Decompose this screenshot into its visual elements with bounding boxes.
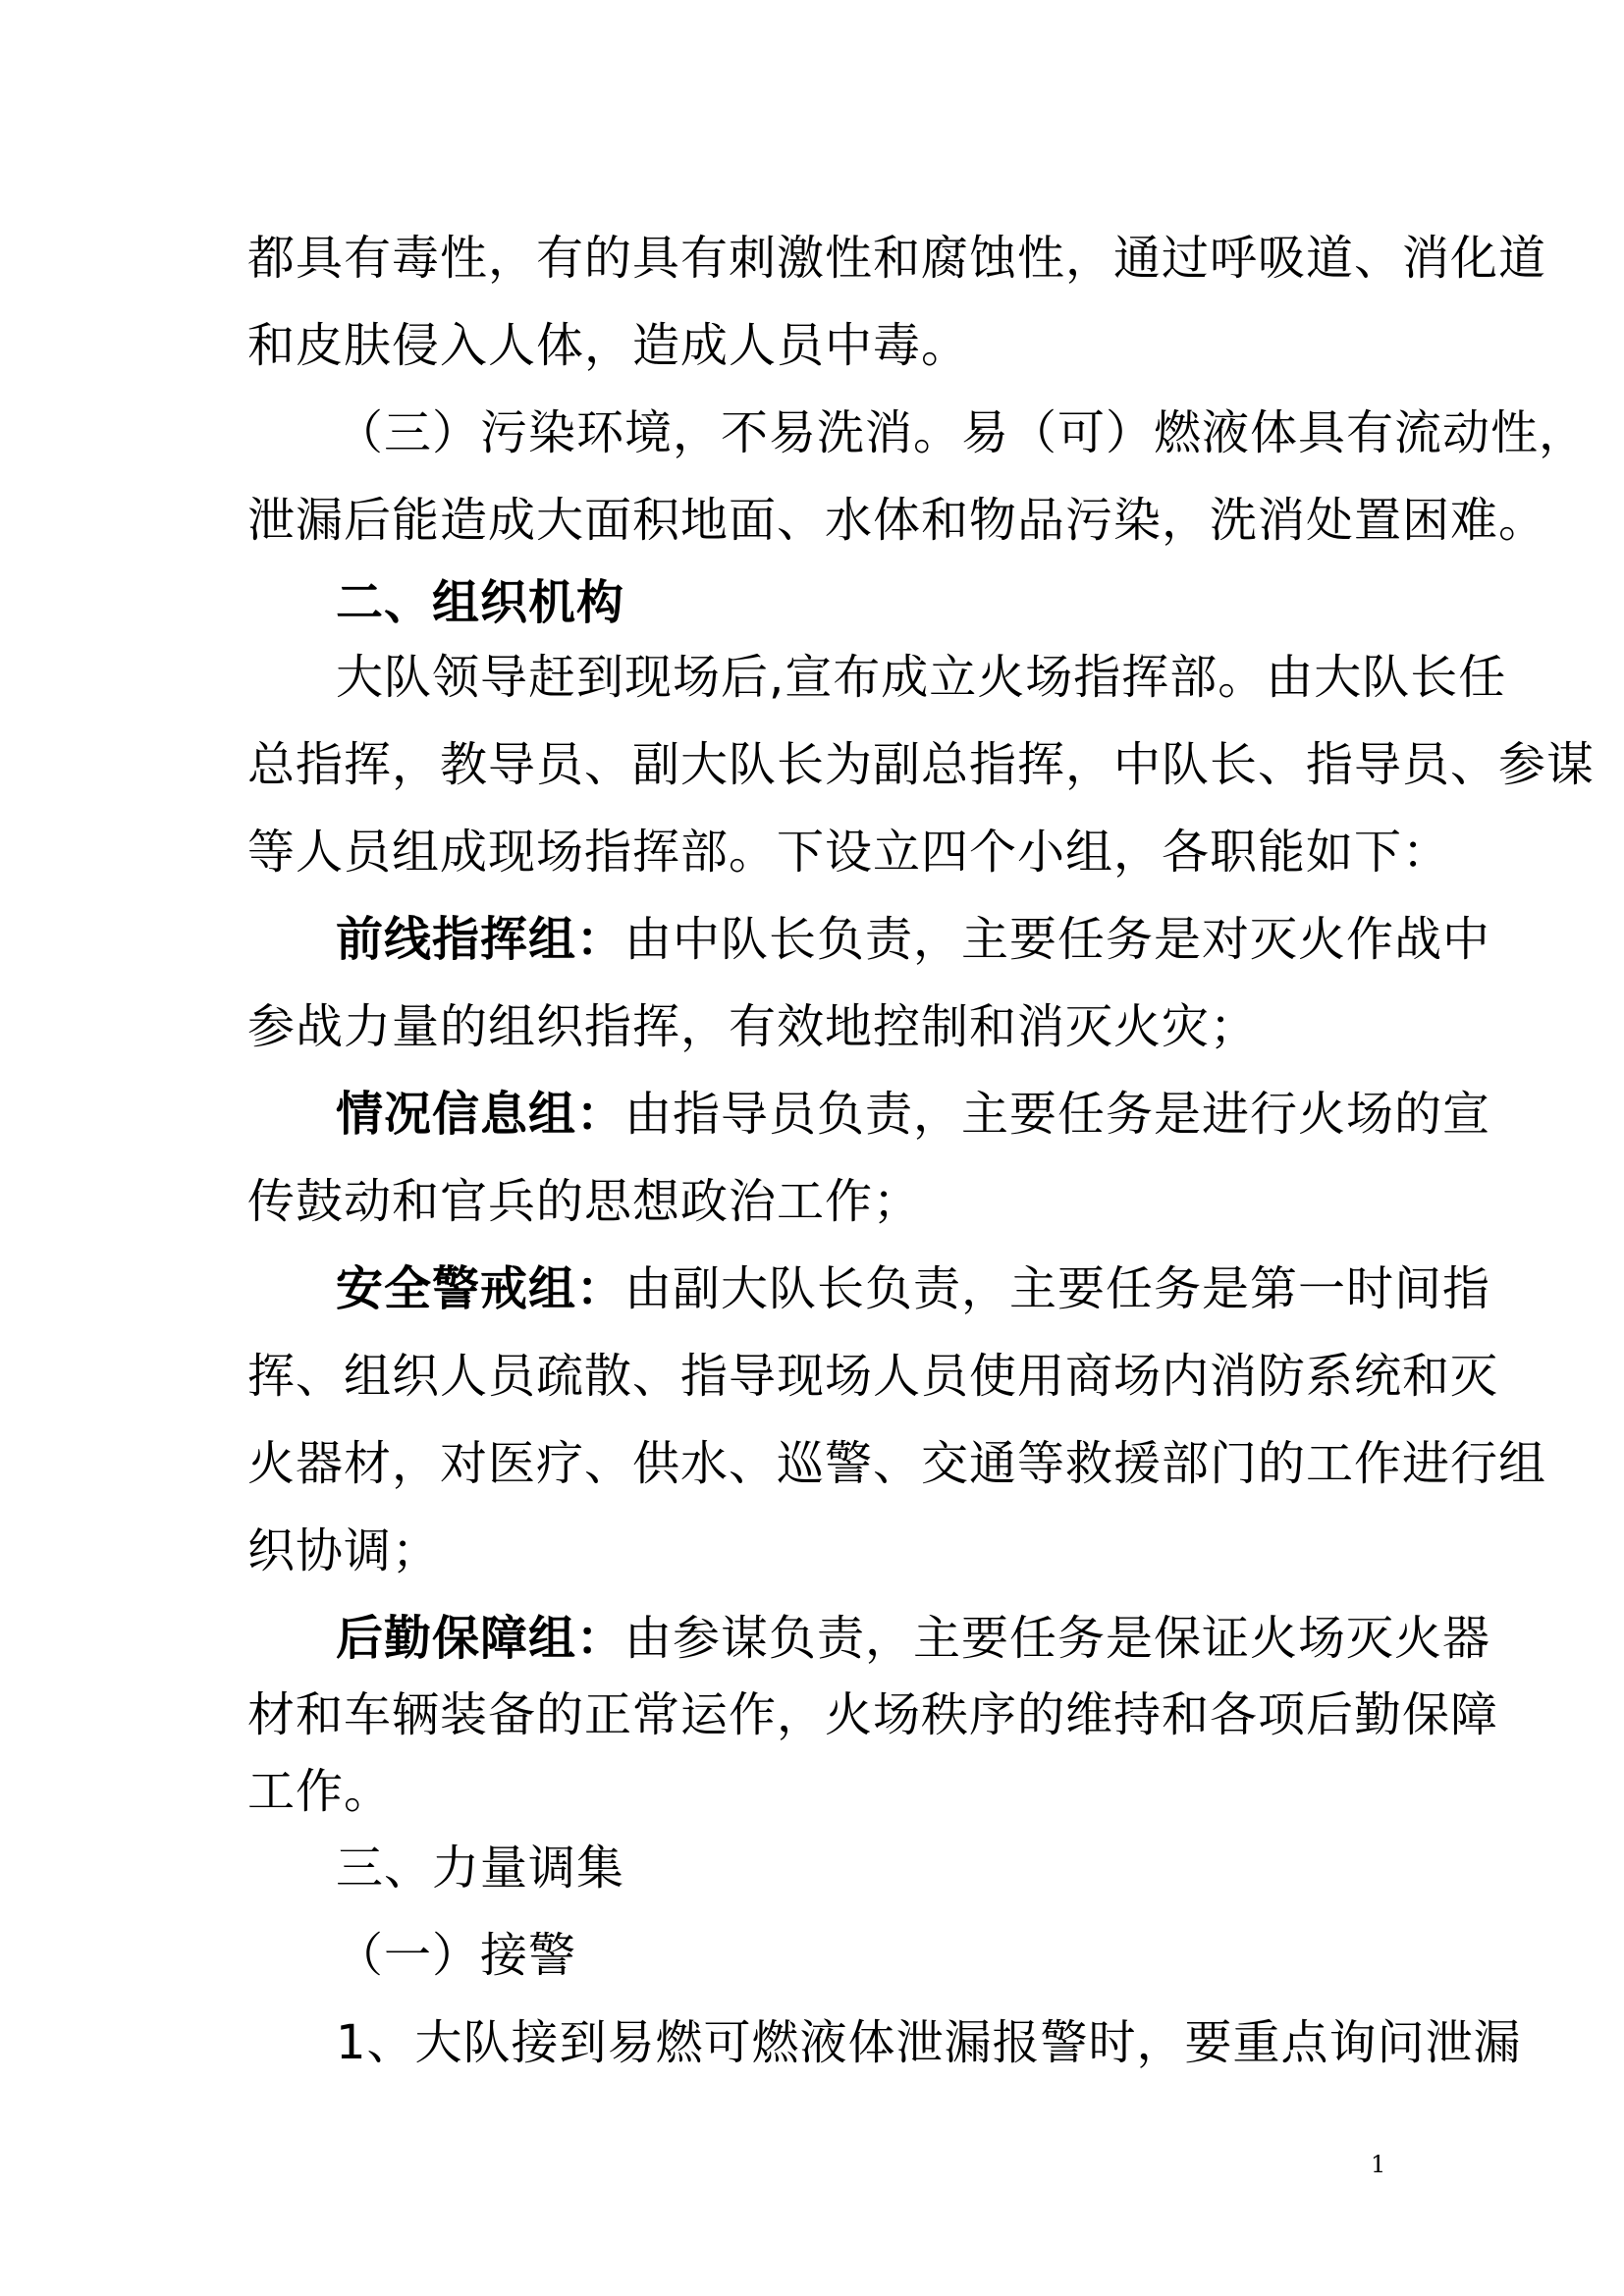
paragraph-line: 材和车辆装备的正常运作，火场秩序的维持和各项后勤保障 [247,1687,1499,1742]
group-info [336,1085,1490,1144]
paragraph-line: 参战力量的组织指挥，有效地控制和消灭火灾； [247,999,1259,1054]
group-safety [336,1259,1490,1318]
paragraph-line: 织协调； [247,1523,441,1578]
heading-organization: 二、组织机构 [336,575,625,630]
group-desc-front: 由中队长负责，主要任务是对灭火作战中 [624,912,1491,967]
paragraph-line: 火器材，对医疗、供水、巡警、交通等救援部门的工作进行组 [247,1436,1547,1491]
group-desc-logistics: 由参谋负责，主要任务是保证火场灭火器 [624,1611,1491,1666]
subheading-receive-alarm: （一）接警 [336,1928,577,1983]
group-desc-safety: 由副大队长负责，主要任务是第一时间指 [624,1261,1491,1316]
group-title-logistics: 后勤保障组： [336,1611,625,1666]
paragraph-line: 大队领导赶到现场后,宣布成立火场指挥部。由大队长任 [336,650,1507,705]
paragraph-line: 挥、组织人员疏散、指导现场人员使用商场内消防系统和灭 [247,1349,1499,1404]
page-number: 1 [1371,2151,1386,2178]
paragraph-line: 工作。 [247,1764,393,1819]
heading-force-dispatch: 三、力量调集 [336,1841,625,1896]
paragraph-line: 泄漏后能造成大面积地面、水体和物品污染，洗消处置困难。 [247,493,1547,548]
group-title-front: 前线指挥组： [336,912,625,967]
paragraph-line: 和皮肤侵入人体，造成人员中毒。 [247,318,970,373]
paragraph-line: 1、大队接到易燃可燃液体泄漏报警时，要重点询问泄漏 [336,2015,1522,2070]
paragraph-line: 都具有毒性，有的具有刺激性和腐蚀性，通过呼吸道、消化道 [247,231,1547,286]
group-desc-info: 由指导员负责，主要任务是进行火场的宣 [624,1087,1491,1142]
group-front-command [336,910,1490,969]
group-title-info: 情况信息组： [336,1087,625,1142]
paragraph-line: 等人员组成现场指挥部。下设立四个小组，各职能如下： [247,825,1451,880]
paragraph-line: 传鼓动和官兵的思想政治工作； [247,1174,922,1229]
paragraph-line: 总指挥，教导员、副大队长为副总指挥，中队长、指导员、参谋 [247,737,1596,792]
group-title-safety: 安全警戒组： [336,1261,625,1316]
section-paragraph-pollution: （三）污染环境，不易洗消。易（可）燃液体具有流动性， [336,405,1588,460]
group-logistics [336,1609,1490,1668]
